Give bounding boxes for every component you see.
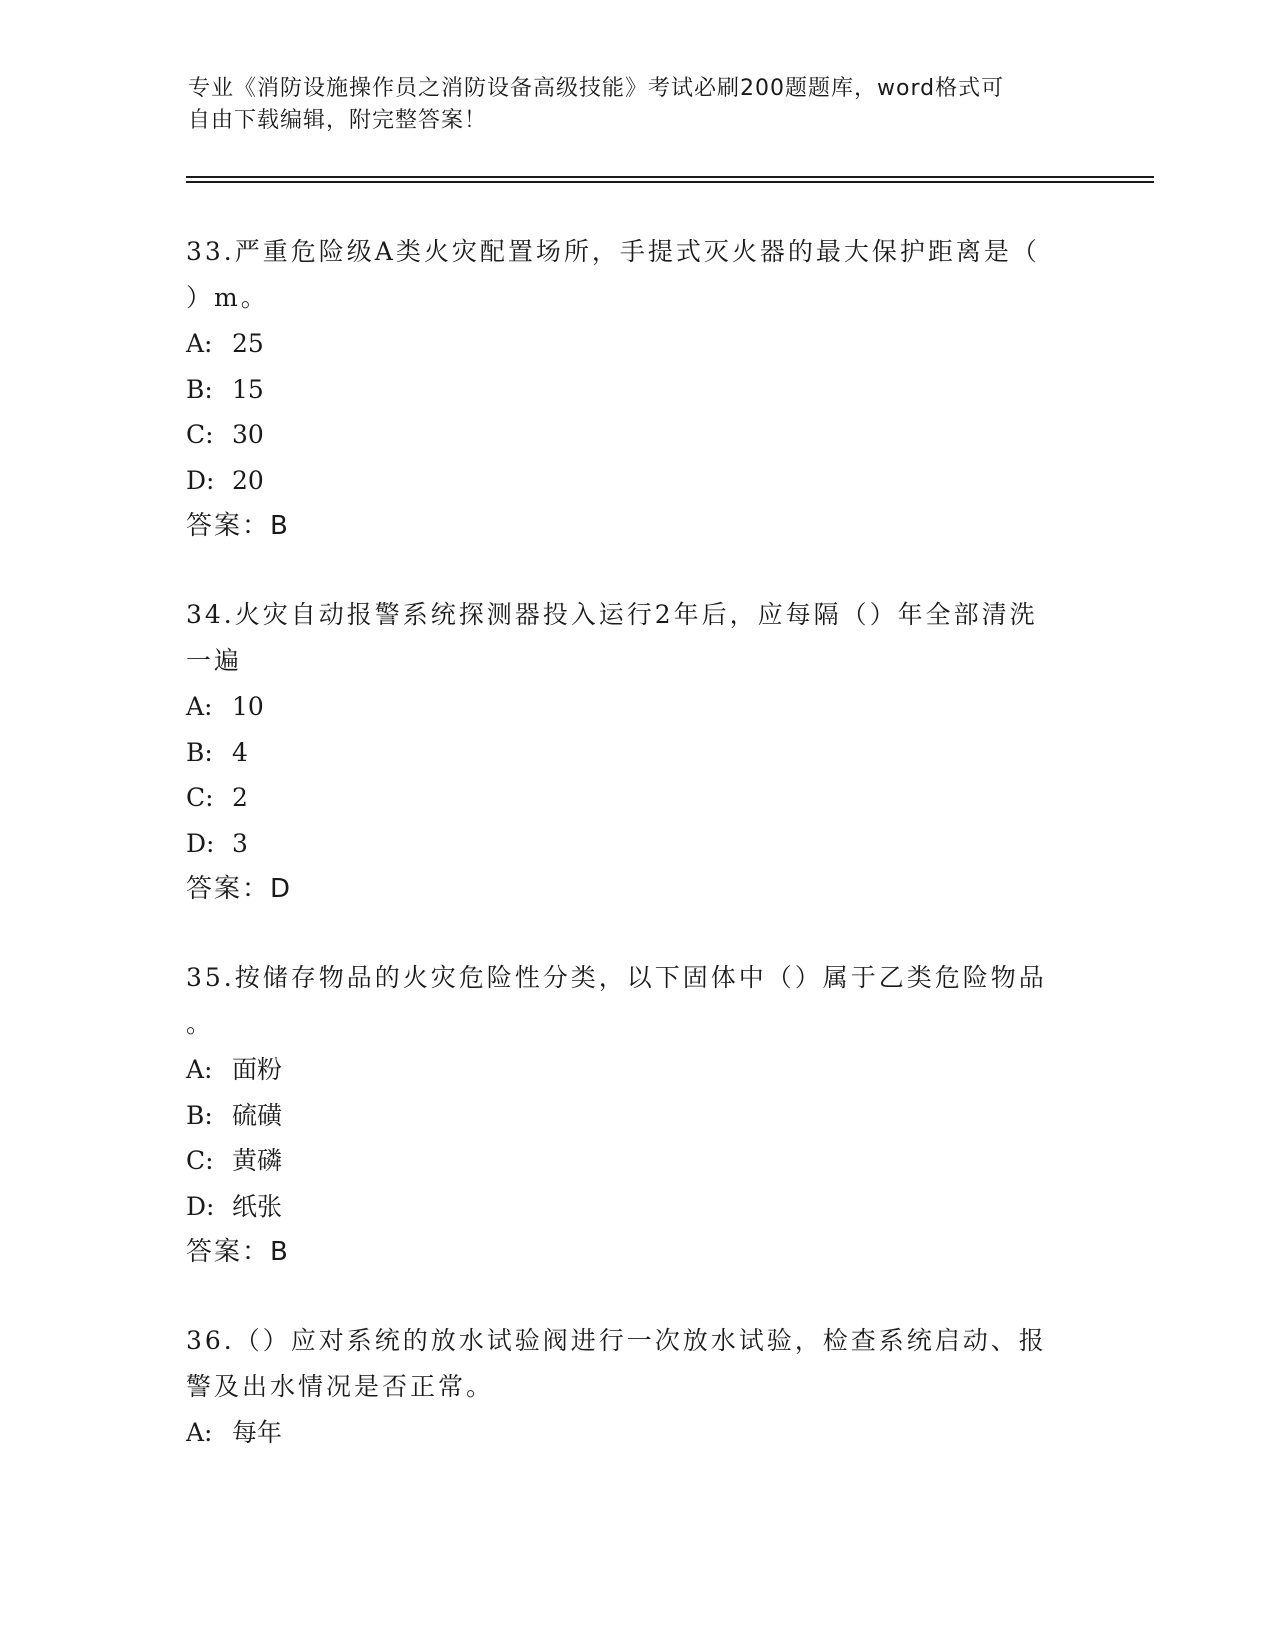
- question-stem-line-2: 警及出水情况是否正常。: [186, 1372, 495, 1401]
- option-text: 3: [232, 828, 248, 858]
- option-text: 每年: [232, 1418, 283, 1447]
- question-stem-line-2: ）m。: [186, 283, 269, 312]
- option-c: [186, 1138, 1086, 1184]
- option-text: 30: [232, 420, 264, 449]
- option-d: [186, 821, 1086, 867]
- option-text: 2: [232, 783, 248, 812]
- option-letter: A:: [186, 1055, 213, 1084]
- option-a: [186, 1410, 1086, 1456]
- option-letter: B:: [186, 737, 213, 767]
- option-b: [186, 730, 1086, 776]
- document-header: [188, 73, 1068, 137]
- option-text: 纸张: [232, 1191, 283, 1221]
- question-36: [186, 1318, 1086, 1456]
- option-a: [186, 321, 1086, 367]
- option-letter: A:: [186, 329, 213, 358]
- option-letter: B:: [186, 374, 213, 404]
- option-text: 面粉: [232, 1055, 283, 1084]
- option-letter: D:: [186, 1191, 215, 1221]
- option-letter: C:: [186, 420, 214, 449]
- option-text: 4: [232, 737, 248, 767]
- option-d: [186, 1184, 1086, 1230]
- question-33: [186, 229, 1086, 549]
- option-letter: A:: [186, 692, 213, 721]
- option-text: 黄磷: [232, 1146, 283, 1175]
- option-c: [186, 775, 1086, 821]
- option-b: [186, 367, 1086, 413]
- option-text: 硫磺: [232, 1100, 283, 1130]
- question-stem-line-1: 33.严重危险级A类火灾配置场所，手提式灭火器的最大保护距离是（: [186, 237, 1040, 266]
- header-line-1: 专业《消防设施操作员之消防设备高级技能》考试必刷200题题库，word格式可: [188, 76, 1005, 101]
- question-stem-line-1: 36.（）应对系统的放水试验阀进行一次放水试验，检查系统启动、报: [186, 1326, 1047, 1355]
- option-letter: D:: [186, 828, 215, 858]
- header-divider-top: [186, 176, 1154, 178]
- question-stem-line-1: 34.火灾自动报警系统探测器投入运行2年后，应每隔（）年全部清洗: [186, 600, 1038, 629]
- option-letter: B:: [186, 1100, 213, 1130]
- question-stem-line-2: 一遍: [186, 646, 243, 675]
- option-a: [186, 684, 1086, 730]
- option-a: [186, 1047, 1086, 1093]
- header-divider-bottom: [186, 181, 1154, 183]
- option-b: [186, 1093, 1086, 1139]
- option-letter: C:: [186, 1146, 214, 1175]
- option-text: 15: [232, 374, 264, 404]
- question-stem-line-2: 。: [186, 1009, 215, 1038]
- option-text: 20: [232, 465, 264, 495]
- option-letter: C:: [186, 783, 214, 812]
- question-34: [186, 592, 1086, 912]
- option-letter: A:: [186, 1418, 213, 1447]
- option-c: [186, 412, 1086, 458]
- answer-line: 答案：B: [186, 1237, 290, 1267]
- answer-line: 答案：D: [186, 874, 293, 904]
- question-stem-line-1: 35.按储存物品的火灾危险性分类，以下固体中（）属于乙类危险物品: [186, 963, 1047, 992]
- question-35: [186, 955, 1086, 1275]
- header-line-2: 自由下载编辑，附完整答案！: [188, 108, 488, 133]
- option-text: 25: [232, 329, 264, 358]
- option-text: 10: [232, 692, 264, 721]
- answer-line: 答案：B: [186, 511, 290, 541]
- option-d: [186, 458, 1086, 504]
- option-letter: D:: [186, 465, 215, 495]
